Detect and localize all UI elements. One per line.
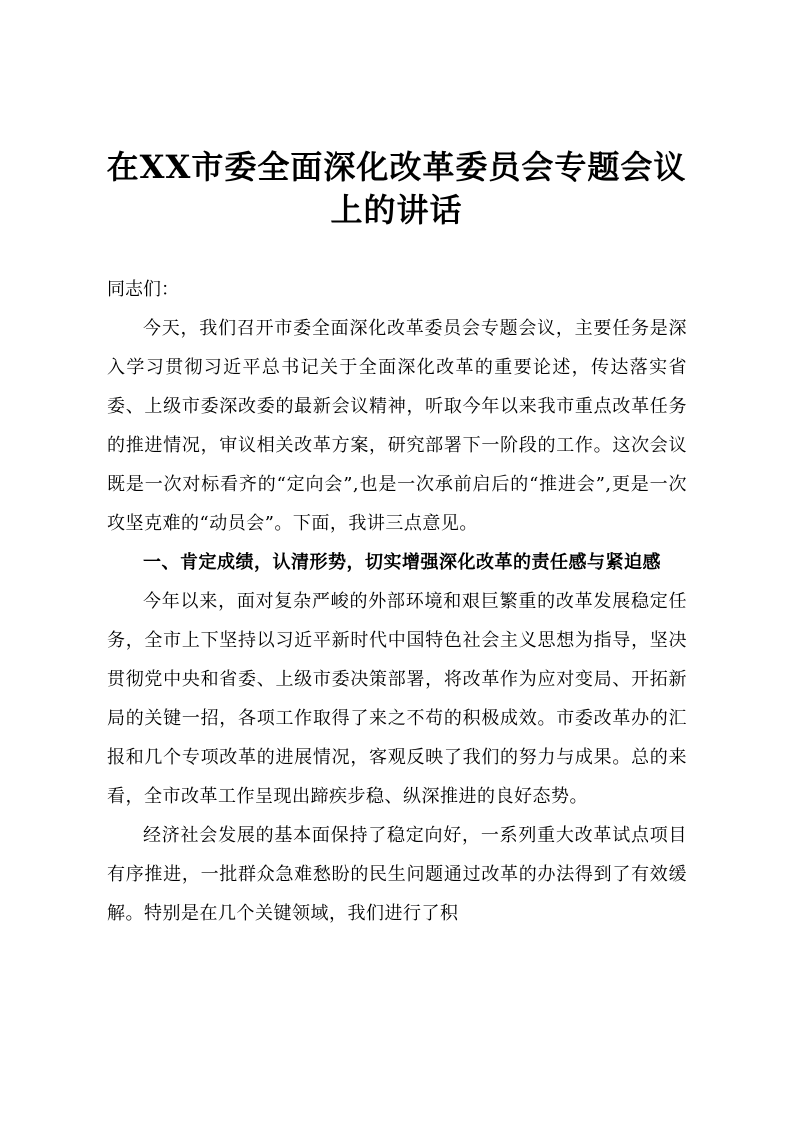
- paragraph-achievements: 今年以来，面对复杂严峻的外部环境和艰巨繁重的改革发展稳定任务，全市上下坚持以习近平新时代中国特色社会主义思想为指导，坚决贯彻党中央和省委、上级市委决策部署，将改革作为应对变局、开拓新局的关键一招，各项工作取得了来之不苟的积极成效。市委改革办的汇报和几个专项改革的进展情况，客观反映了我们的努力与成果。总的来看，全市改革工作呈现出蹄疾步稳、纵深推进的良好态势。: [107, 591, 687, 807]
- section-heading-1: 一、肯定成绩，认清形势，切实增强深化改革的责任感与紧迫感: [143, 552, 661, 573]
- paragraph-intro: 今天，我们召开市委全面深化改革委员会专题会议，主要任务是深入学习贯彻习近平总书记关于全面深化改革的重要论述，传达落实省委、上级市委深改委的最新会议精神，听取今年以来我市重点改革任务的推进情况，审议相关改革方案，研究部署下一阶段的工作。这次会议既是一次对标看齐的“定向会”,也是一次承前启后的“推进会”,更是一次攻坚克难的“动员会”。下面，我讲三点意见。: [107, 318, 687, 534]
- document-body: [107, 270, 687, 933]
- paragraph-economy: 经济社会发展的基本面保持了稳定向好，一系列重大改革试点项目有序推进，一批群众急难愁盼的民生问题通过改革的办法得到了有效缓解。特别是在几个关键领域，我们进行了积: [107, 825, 687, 924]
- salutation: 同志们：: [107, 279, 179, 300]
- document-title: 在XX市委全面深化改革委员会专题会议上的讲话: [106, 148, 687, 229]
